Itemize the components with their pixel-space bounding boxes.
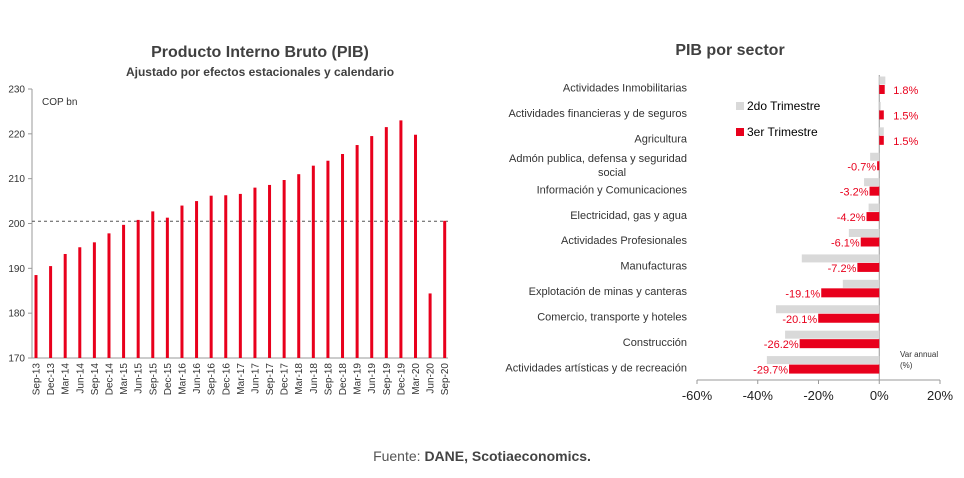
gdp-y-tick-label: 210 xyxy=(8,174,25,186)
gdp-x-tick-label: Dec-18 xyxy=(338,363,350,396)
sector-bar-q2 xyxy=(802,254,879,262)
legend-swatch-q3 xyxy=(736,128,744,136)
sector-value-label: -7.2% xyxy=(827,262,857,275)
sector-bar-q3 xyxy=(861,238,880,247)
gdp-x-tick-label: Dec-17 xyxy=(279,363,291,396)
sector-x-tick-label: 20% xyxy=(926,388,954,403)
source-prefix: Fuente: xyxy=(373,448,425,464)
sector-bar-q2 xyxy=(776,305,879,313)
sector-chart-title: PIB por sector xyxy=(675,42,785,59)
gdp-x-tick-label: Sep-20 xyxy=(440,363,452,396)
sector-bar-q3 xyxy=(879,85,884,94)
sector-bar-q3 xyxy=(879,136,884,145)
sector-x-tick-label: 0% xyxy=(869,388,889,403)
sector-value-label: -29.7% xyxy=(753,364,789,377)
sector-bar-q2 xyxy=(767,356,879,364)
gdp-bar xyxy=(326,161,329,358)
gdp-y-tick-label: 190 xyxy=(8,263,25,275)
sector-x-tick-label: -20% xyxy=(803,388,834,403)
gdp-bar xyxy=(93,242,96,358)
gdp-x-tick-label: Sep-18 xyxy=(323,363,335,396)
gdp-x-tick-label: Dec-13 xyxy=(46,363,58,396)
gdp-bar xyxy=(414,135,417,358)
gdp-y-tick-label: 220 xyxy=(8,129,25,141)
sector-bar-q2 xyxy=(785,331,879,339)
gdp-x-tick-label: Mar-20 xyxy=(411,363,423,395)
gdp-y-tick-label: 170 xyxy=(8,353,25,365)
sector-bar-q3 xyxy=(800,339,880,348)
gdp-bar xyxy=(151,211,154,358)
gdp-chart-subtitle: Ajustado por efectos estacionales y calendario xyxy=(125,65,395,79)
gdp-x-tick-label: Dec-15 xyxy=(162,363,174,396)
gdp-bar xyxy=(180,206,183,358)
gdp-x-tick-label: Mar-18 xyxy=(294,363,306,395)
gdp-bar xyxy=(356,145,359,358)
sector-category-label: Manufacturas xyxy=(620,260,687,273)
sector-bar-q2 xyxy=(879,77,885,85)
sector-axis-title-line1: Var annual xyxy=(900,350,939,359)
legend-label-q2: 2do Trimestre xyxy=(747,99,821,113)
gdp-x-tick-label: Dec-16 xyxy=(221,363,233,396)
gdp-bar xyxy=(49,266,52,358)
gdp-unit-label: COP bn xyxy=(42,97,78,108)
sector-bar-q2 xyxy=(864,178,879,186)
sector-value-label: -3.2% xyxy=(839,186,869,199)
sector-bar-q2 xyxy=(870,153,879,161)
sector-bar-chart xyxy=(505,75,953,403)
gdp-x-tick-label: Mar-17 xyxy=(235,363,247,395)
gdp-x-tick-label: Sep-13 xyxy=(31,363,43,396)
sector-category-label: Construcción xyxy=(622,336,687,349)
gdp-x-tick-label: Sep-15 xyxy=(148,363,160,396)
gdp-x-tick-label: Jun-19 xyxy=(367,363,379,394)
gdp-bar xyxy=(78,247,81,358)
sector-category-label: Actividades financieras y de seguros xyxy=(508,108,687,121)
sector-value-label: -20.1% xyxy=(782,313,818,326)
sector-bar-q3 xyxy=(877,161,879,170)
gdp-y-tick-label: 200 xyxy=(8,219,25,230)
sector-bar-q3 xyxy=(870,187,880,196)
sector-bar-q2 xyxy=(849,229,879,237)
gdp-x-tick-label: Jun-17 xyxy=(250,363,262,394)
gdp-x-tick-label: Mar-16 xyxy=(177,363,189,395)
sector-category-label: Electricidad, gas y agua xyxy=(570,209,687,222)
sector-bar-q3 xyxy=(818,314,879,323)
gdp-x-tick-label: Jun-18 xyxy=(308,363,320,394)
gdp-bar xyxy=(137,220,140,358)
sector-bar-q3 xyxy=(789,365,879,374)
gdp-x-tick-label: Jun-14 xyxy=(75,363,87,394)
legend-label-q3: 3er Trimestre xyxy=(747,125,818,139)
sector-category-label: Agricultura xyxy=(634,133,687,146)
sector-category-label: Actividades Profesionales xyxy=(561,235,687,248)
gdp-bar xyxy=(429,293,432,358)
gdp-bar xyxy=(312,166,315,358)
gdp-x-tick-label: Sep-14 xyxy=(89,363,101,396)
gdp-y-tick-label: 230 xyxy=(8,84,25,96)
sector-value-label: -26.2% xyxy=(763,339,799,352)
gdp-bar xyxy=(341,154,344,358)
sector-bar-q2 xyxy=(869,204,880,212)
gdp-x-tick-label: Dec-14 xyxy=(104,363,116,396)
sector-bar-q2 xyxy=(879,127,884,135)
source-note xyxy=(0,448,964,464)
sector-value-label: 1.8% xyxy=(893,85,919,97)
gdp-y-tick-label: 180 xyxy=(8,308,25,320)
gdp-x-tick-label: Jun-16 xyxy=(192,363,204,394)
gdp-x-tick-label: Mar-19 xyxy=(352,363,364,395)
sector-value-label: 1.5% xyxy=(893,110,919,123)
gdp-bar xyxy=(297,174,300,358)
sector-bar-q3 xyxy=(866,212,879,221)
gdp-bar xyxy=(385,127,388,358)
gdp-x-tick-label: Jun-20 xyxy=(425,363,437,394)
gdp-bar xyxy=(268,185,271,358)
gdp-bar-chart xyxy=(8,85,451,396)
gdp-bar xyxy=(443,221,446,358)
gdp-bar xyxy=(210,196,213,358)
gdp-chart-title: Producto Interno Bruto (PIB) xyxy=(151,44,369,61)
gdp-x-tick-label: Mar-15 xyxy=(119,363,131,395)
gdp-bar xyxy=(35,275,38,358)
gdp-bar xyxy=(283,180,286,358)
sector-bar-q3 xyxy=(879,110,884,119)
gdp-bar xyxy=(239,194,242,358)
legend-swatch-q2 xyxy=(736,102,744,110)
source-names: DANE, Scotiaeconomics. xyxy=(424,448,591,464)
sector-category-label: Información y Comunicaciones xyxy=(536,184,687,197)
gdp-bar xyxy=(399,120,402,358)
sector-bar-q3 xyxy=(857,263,879,272)
sector-value-label: 1.5% xyxy=(893,135,919,148)
sector-category-label: social xyxy=(597,166,627,179)
gdp-x-tick-label: Sep-16 xyxy=(206,363,218,396)
sector-value-label: -19.1% xyxy=(785,288,821,301)
sector-axis-title-line2: (%) xyxy=(900,361,913,370)
sector-bar-q2 xyxy=(843,280,879,288)
sector-value-label: -4.2% xyxy=(836,212,866,225)
sector-category-label: Explotación de minas y canteras xyxy=(528,286,687,299)
sector-category-label: Admón publica, defensa y seguridad xyxy=(509,152,687,165)
sector-x-tick-label: -60% xyxy=(681,388,713,403)
gdp-bar xyxy=(370,136,373,358)
gdp-x-tick-label: Sep-19 xyxy=(381,363,393,396)
gdp-bar xyxy=(122,225,125,358)
sector-category-label: Actividades artísticas y de recreación xyxy=(505,362,687,375)
gdp-bar xyxy=(64,254,67,358)
sector-category-label: Actividades Inmobilitarias xyxy=(562,82,687,95)
sector-x-tick-label: -40% xyxy=(742,388,773,403)
gdp-bar xyxy=(166,218,169,358)
gdp-bar xyxy=(224,195,227,358)
sector-bar-q2 xyxy=(879,102,881,110)
gdp-x-tick-label: Mar-14 xyxy=(60,363,72,395)
sector-value-label: -0.7% xyxy=(847,161,877,174)
gdp-bar xyxy=(107,233,110,358)
gdp-x-tick-label: Dec-19 xyxy=(396,363,408,396)
gdp-bar xyxy=(195,201,198,358)
gdp-x-tick-label: Jun-15 xyxy=(133,363,145,394)
sector-value-label: -6.1% xyxy=(830,237,860,250)
sector-category-label: Comercio, transporte y hoteles xyxy=(537,311,687,324)
gdp-bar xyxy=(253,188,256,358)
sector-bar-q3 xyxy=(821,288,879,297)
gdp-x-tick-label: Sep-17 xyxy=(265,363,277,396)
